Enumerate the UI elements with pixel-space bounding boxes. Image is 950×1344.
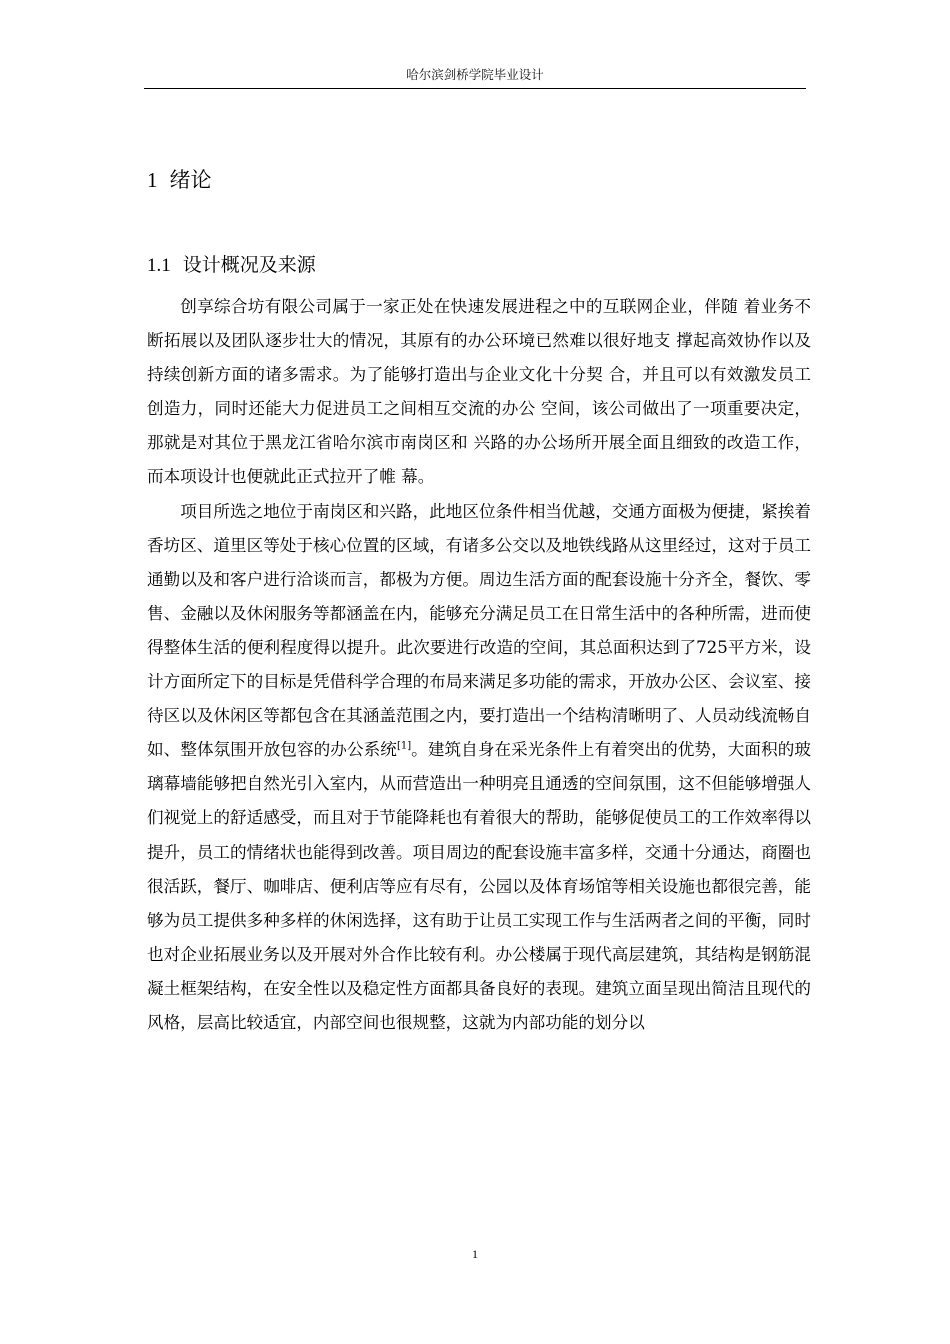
chapter-title: 绪论 [169, 168, 212, 192]
chapter-number: 1 [147, 168, 158, 192]
section-title: 设计概况及来源 [182, 254, 316, 276]
paragraph-text: 项目所选之地位于南岗区和兴路，此地区位条件相当优越，交通方面极为便捷，紧挨着香坊区、道里区等处于核心位置的区域，有诸多公交以及地铁线路从这里经过，这对于员工通勤以及和客户进行洽谈而言，都极为方便。周边生活方面的配套设施十分齐全，餐饮、零售、金融以及休闲服务等都涵盖在内，能够充分满足员工在日常生活中的各种所需，进而使得整体生活的便利程度得以提升。此次要进行改造的空间，其总面积达到了725平方米，设计方面所定下的目标是凭借科学合理的布局来满足多功能的需求，开放办公区、会议室、接待区以及休闲区等都包含在其涵盖范围之内，要打造出一个结构清晰明了、人员动线流畅自如、整体氛围开放包容的办公系统 [147, 501, 811, 760]
page-header [144, 64, 806, 86]
paragraph [147, 495, 811, 1041]
page-number: 1 [472, 1247, 478, 1261]
header-title: 哈尔滨剑桥学院毕业设计 [406, 67, 544, 82]
body-text [147, 290, 811, 1040]
section-number: 1.1 [147, 255, 171, 276]
chapter-heading [147, 162, 212, 198]
section-heading [147, 248, 316, 283]
citation-reference[interactable]: [1] [396, 740, 412, 752]
paragraph-text: 创享综合坊有限公司属于一家正处在快速发展进程之中的互联网企业，伴随 着业务不断拓展以及团队逐步壮大的情况，其原有的办公环境已然难以很好地支 撑起高效协作以及持续创新方面的诸多需求。为了能够打造出与企业文化十分契 合，并且可以有效激发员工创造力，同时还能大力促进员工之间相互交流的办公 空间，该公司做出了一项重要决定，那就是对其位于黑龙江省哈尔滨市南岗区和 兴路的办公场所开展全面且细致的改造工作，而本项设计也便就此正式拉开了帷 幕。 [147, 297, 811, 487]
paragraph-text: 。建筑自身在采光条件上有着突出的优势，大面积的玻璃幕墙能够把自然光引入室内，从而营造出一种明亮且通透的空间氛围，这不但能够增强人们视觉上的舒适感受，而且对于节能降耗也有着很大的帮助，能够促使员工的工作效率得以提升，员工的情绪状也能得到改善。项目周边的配套设施丰富多样，交通十分通达，商圈也很活跃，餐厅、咖啡店、便利店等应有尽有，公园以及体育场馆等相关设施也都很完善，能够为员工提供多种多样的休闲选择，这有助于让员工实现工作与生活两者之间的平衡，同时也对企业拓展业务以及开展对外合作比较有利。办公楼属于现代高层建筑，其结构是钢筋混凝土框架结构，在安全性以及稳定性方面都具备良好的表现。建筑立面呈现出简洁且现代的风格，层高比较适宜，内部空间也很规整，这就为内部功能的划分以 [147, 740, 812, 1032]
page-footer [0, 1246, 950, 1262]
header-rule [144, 88, 806, 89]
paragraph [147, 290, 811, 495]
